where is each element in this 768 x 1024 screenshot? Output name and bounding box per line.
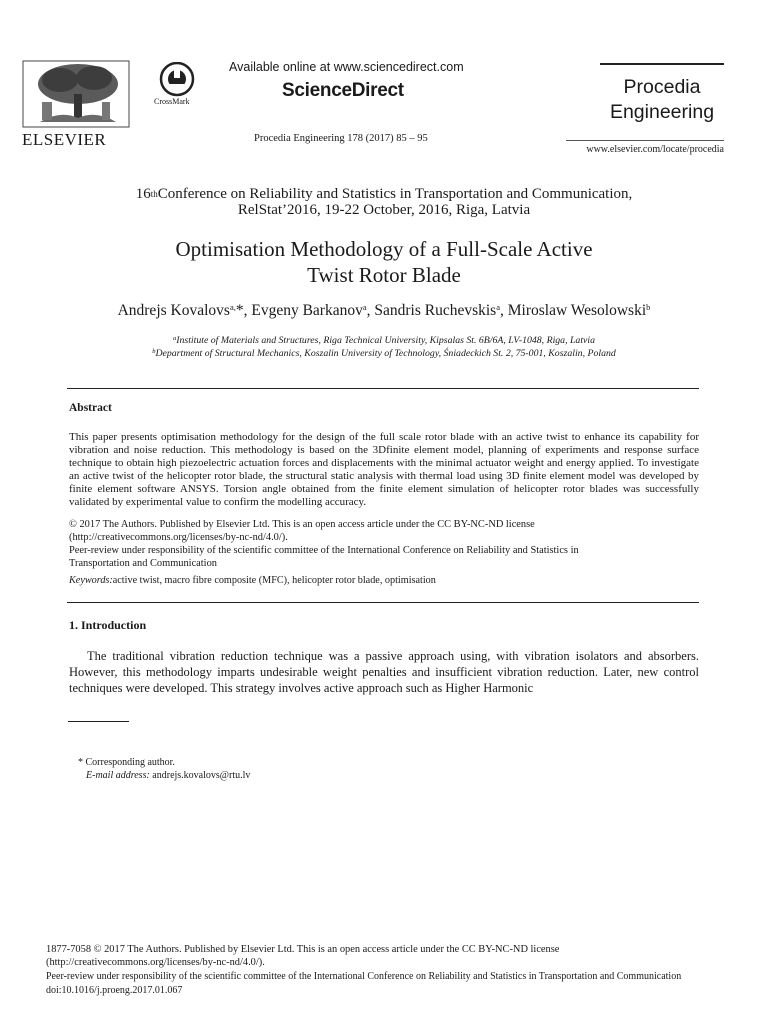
author-name: Andrejs Kovalovs: [117, 302, 230, 319]
author-separator: ,: [500, 302, 508, 319]
journal-title-line2: Engineering: [609, 101, 715, 123]
footnote-divider: [68, 721, 129, 722]
paper-title: [60, 236, 708, 288]
keywords: [69, 575, 436, 586]
footer-issn-license: 1877-7058 © 2017 The Authors. Published by Elsevier Ltd. This is an open access article under the CC BY-NC-ND license: [46, 944, 560, 955]
corresponding-author-note: * Corresponding author.: [78, 757, 175, 768]
affiliation-b: [60, 348, 708, 359]
affiliation-text: Institute of Materials and Structures, Riga Technical University, Kipsalas St. 6B/6A, LV-1048, Riga, Latvia: [176, 335, 596, 346]
journal-citation: Procedia Engineering 178 (2017) 85 – 95: [254, 133, 428, 144]
abstract-top-divider: [67, 388, 699, 389]
journal-title-line1: Procedia: [623, 76, 701, 98]
author-separator: ,: [366, 302, 375, 319]
peer-review-line1: Peer-review under responsibility of the scientific committee of the International Conference on Reliability and Statistics in: [69, 545, 579, 556]
abstract-license: [69, 518, 699, 570]
journal-top-rule: [600, 63, 724, 65]
email-address[interactable]: andrejs.kovalovs@rtu.lv: [152, 770, 251, 781]
paper-title-line2: Twist Rotor Blade: [307, 263, 461, 287]
affiliation-text: Department of Structural Mechanics, Koszalin University of Technology, Śniadeckich St. 2, 75-001, Koszalin, Poland: [155, 348, 616, 359]
conference-info: [60, 186, 708, 218]
conference-name: Conference on Reliability and Statistics in Transportation and Communication,: [157, 186, 633, 202]
author-affiliation-mark: b: [646, 302, 651, 312]
keywords-label: Keywords:: [69, 575, 113, 586]
author-affiliation-mark: a: [496, 302, 500, 312]
email-label: E-mail address:: [86, 770, 150, 781]
section-heading-introduction: 1. Introduction: [69, 618, 147, 632]
journal-url-link[interactable]: www.elsevier.com/locate/procedia: [586, 144, 724, 155]
conference-number: 16: [135, 186, 151, 202]
crossmark-label: CrossMark: [154, 97, 190, 106]
abstract-body: This paper presents optimisation methodology for the design of the full scale rotor blade with an active twist to enhance its capability for vibration and noise reduction. This methodology is based on the 3Dfinite element model, planning of experiments and response surface technique to obtain high piezoelectric actuation forces and displacements with the minimal actuator weight and energy applied. To investigate an active twist of the helicopter rotor blade, the structural static analysis with thermal load using 3D finite element model was developed by finite element software ANSYS. Torsion angle obtained from the finite element simulation of helicopter rotor blades was successfully validated by experimental value to confirm the modelling accuracy.: [69, 431, 699, 509]
paper-title-line1: Optimisation Methodology of a Full-Scale Active: [175, 237, 593, 261]
author-name: Sandris Ruchevskis: [374, 302, 497, 319]
conference-line2: RelStat’2016, 19-22 October, 2016, Riga, Latvia: [237, 202, 531, 218]
abstract-heading: Abstract: [69, 402, 112, 414]
journal-bottom-rule: [566, 140, 724, 141]
conference-line1: [60, 186, 708, 202]
affiliation-mark: a: [172, 335, 177, 342]
footer-doi[interactable]: doi:10.1016/j.proeng.2017.01.067: [46, 985, 183, 996]
affiliation-a: [60, 335, 708, 346]
author-name: Evgeny Barkanov: [251, 302, 363, 319]
author-name: Miroslaw Wesolowski: [507, 302, 647, 319]
author-list: [40, 302, 728, 320]
footer-peer-review: Peer-review under responsibility of the scientific committee of the International Conference on Reliability and Statistics in Transportation and Communication: [46, 971, 682, 982]
keywords-list: active twist, macro fibre composite (MFC), helicopter rotor blade, optimisation: [112, 575, 436, 586]
peer-review-line2: Transportation and Communication: [69, 558, 217, 569]
footer-license-link[interactable]: (http://creativecommons.org/licenses/by-nc-nd/4.0/).: [46, 957, 265, 968]
affiliation-mark: b: [152, 348, 156, 355]
email-note: [86, 770, 250, 781]
sciencedirect-logo[interactable]: ScienceDirect: [282, 80, 404, 101]
author-separator: *,: [235, 302, 252, 319]
license-link[interactable]: (http://creativecommons.org/licenses/by-nc-nd/4.0/).: [69, 532, 288, 543]
author-affiliation-mark: a,: [229, 302, 236, 312]
introduction-paragraph: The traditional vibration reduction technique was a passive approach using, with vibration isolators and absorbers. However, this methodology imparts undesirable weight penalties and insufficient vibration reduction. Later, new control techniques were developed. This strategy involves active approach such as Higher Harmonic: [69, 649, 699, 695]
copyright-notice: © 2017 The Authors. Published by Elsevier Ltd. This is an open access article under the CC BY-NC-ND license: [69, 519, 535, 530]
abstract-bottom-divider: [67, 602, 699, 603]
journal-title: [600, 75, 724, 125]
available-online-text: Available online at www.sciencedirect.com: [229, 60, 464, 74]
conference-ordinal: th: [150, 189, 158, 199]
author-affiliation-mark: a: [362, 302, 367, 312]
publisher-name: ELSEVIER: [22, 130, 107, 149]
